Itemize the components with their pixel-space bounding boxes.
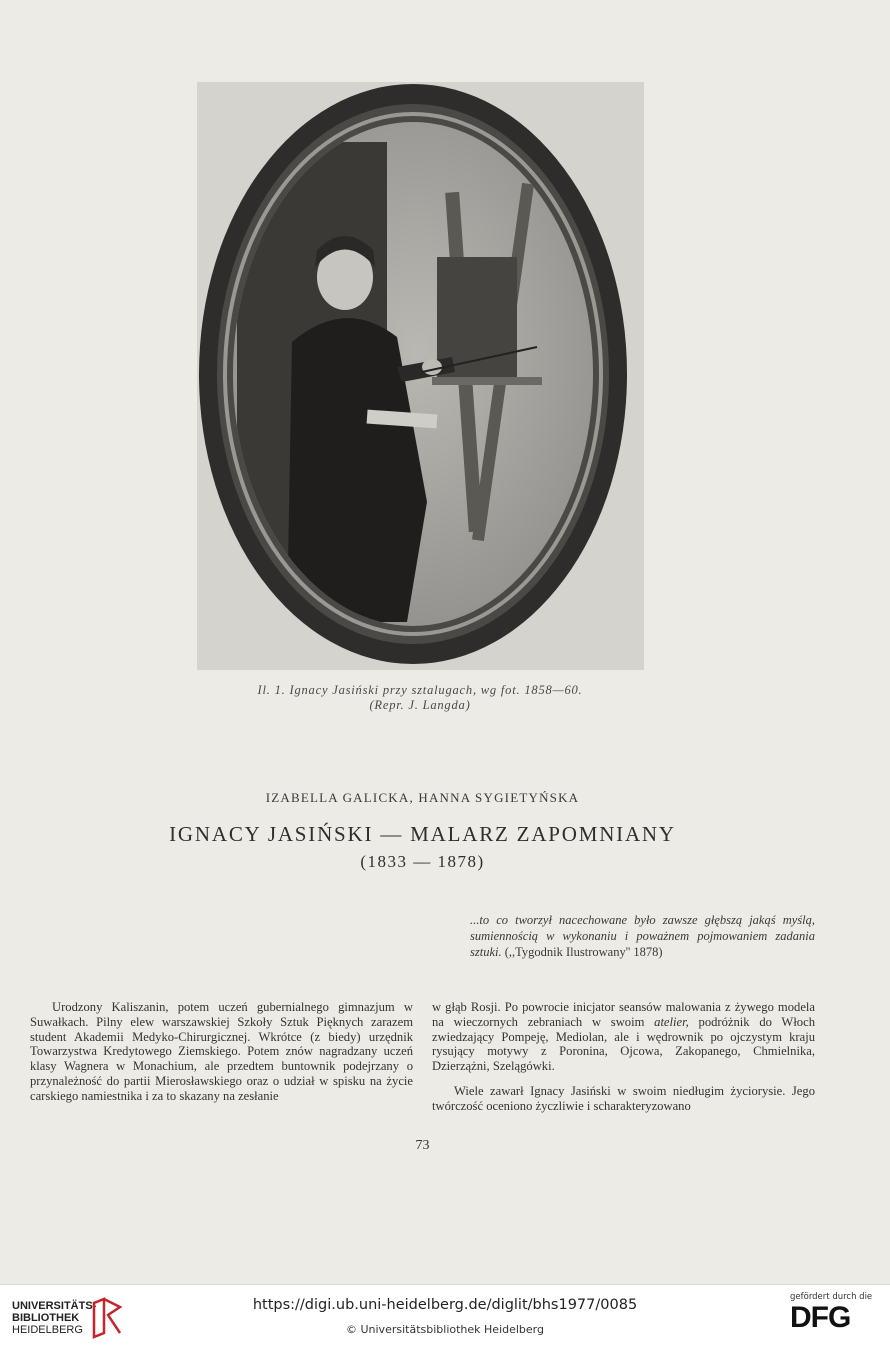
text-column-right [432,1000,815,1114]
logo-line: UNIVERSITÄTS- [12,1300,97,1312]
paragraph-text: podróżnik do Włoch zwiedzający Pompeję, Mediolan, ale i wędrownik po ojczystym kraju rysujący motywy z Poronina, Ojcowa, Zakopanego, Chmielnika, Dzierzążni, Szelągówki. [432,1014,815,1074]
funding-label: gefördert durch die [790,1292,873,1302]
permalink-url[interactable]: https://digi.ub.uni-heidelberg.de/diglit/bhs1977/0085 [252,1297,638,1313]
logo-line: HEIDELBERG [12,1324,83,1336]
logo-line: BIBLIOTHEK [12,1312,80,1324]
epigraph [470,912,815,960]
paragraph: Urodzony Kaliszanin, potem uczeń gubernialnego gimnazjum w Suwałkach. Pilny elew warszawskiej Szkoły Sztuk Pięknych zarazem student Akademii Medyko-Chirurgicznej. Wkrótce (z biedy) urzędnik Towarzystwa Kredytowego Ziemskiego. Potem znów nagradzany uczeń klasy Wagnera w Monachium, ale przedtem buntownik podejrzany o przynależność do partii Mierosławskiego oraz o udział w spisku na życie carskiego namiestnika i za to skazany na zesłanie [30,1000,413,1103]
copyright-notice: © Universitätsbibliothek Heidelberg [345,1323,544,1336]
paragraph-text: w głąb Rosji. Po powrocie inicjator seansów malowania z żywego modela na wieczornych zebraniach w swoim [432,1000,815,1029]
paragraph: Wiele zawarł Ignacy Jasiński w swoim niedługim życiorysie. Jego twórczość oceniono życzliwie i scharakteryzowano [432,1083,815,1113]
epigraph-source: (,,Tygodnik Ilustrowany'' 1878) [501,945,663,959]
footer-bar [0,1284,890,1347]
caption-line-2: (Repr. J. Langda) [369,698,471,712]
figure-caption [200,683,640,713]
oval-portrait-image [197,82,644,670]
caption-line-1: Il. 1. Ignacy Jasiński przy sztalugach, wg fot. 1858—60. [257,683,583,697]
dfg-logo[interactable]: DFG [790,1301,851,1334]
paragraph [432,1000,815,1074]
italic-word: atelier, [654,1014,689,1029]
article-title: IGNACY JASIŃSKI — MALARZ ZAPOMNIANY [169,822,676,846]
article-dates: (1833 — 1878) [360,852,485,871]
portrait-photograph [197,82,644,670]
text-column-left [30,1000,413,1104]
epigraph-quote: ...to co tworzył nacechowane było zawsze głębszą jakąś myślą, sumiennością w wykonaniu i poważnem pojmowaniem zadania sztuki. [470,913,815,959]
page-number: 73 [415,1138,430,1153]
article-authors: IZABELLA GALICKA, HANNA SYGIETYŃSKA [265,790,580,805]
